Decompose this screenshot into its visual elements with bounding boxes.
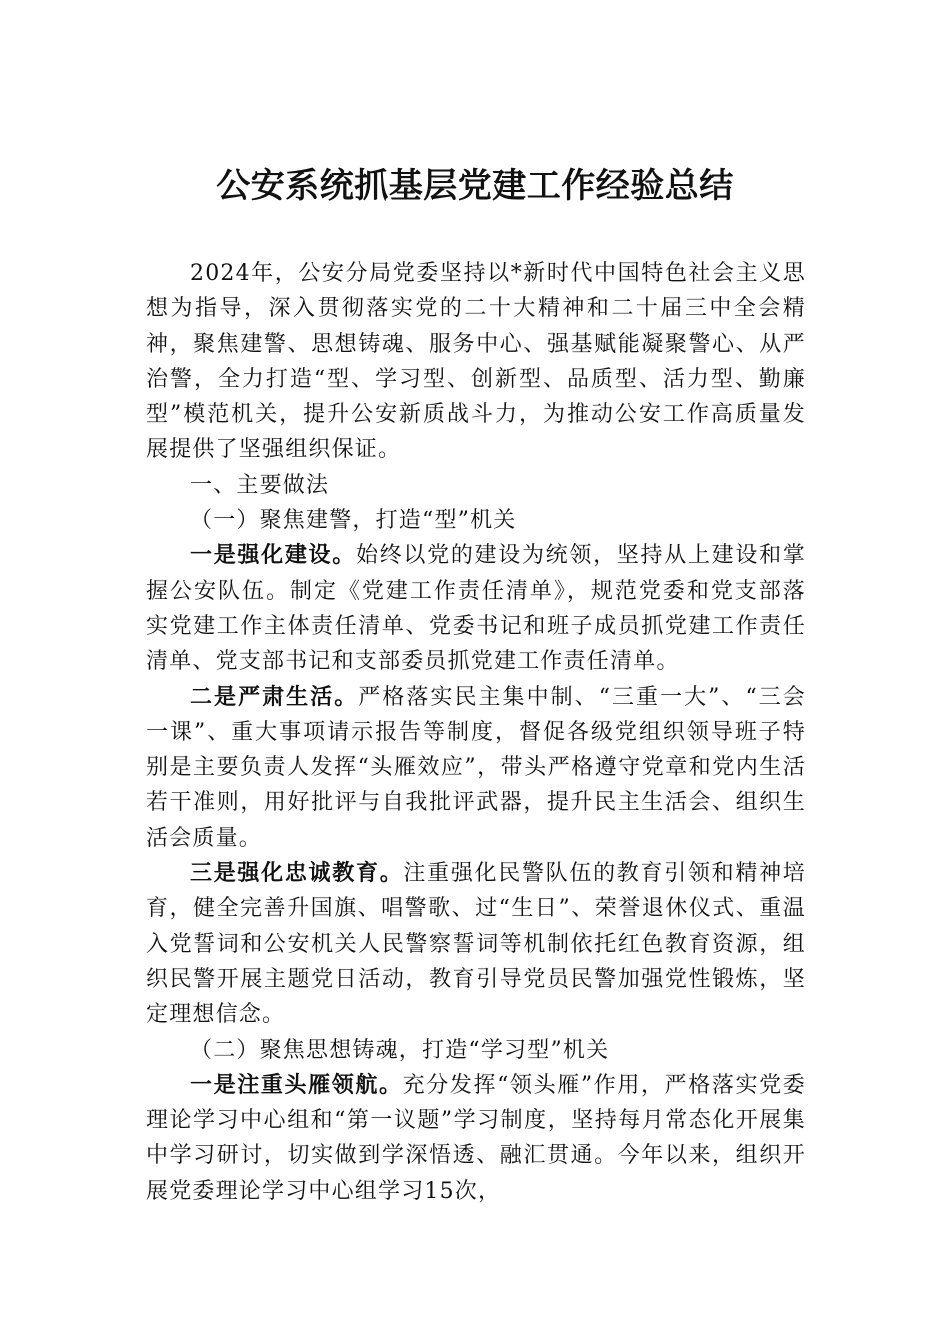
paragraph-1-2 (146, 680, 806, 856)
paragraph-1-1 (146, 538, 806, 679)
paragraph-text: 注重强化民警队伍的教育引领和精神培育，健全完善升国旗、唱警歌、过“生日”、荣誉退休仪式、重温入党誓词和公安机关人民警察誓词等机制依托红色教育资源，组织民警开展主题党日活动，教育引导党员民警加强党性锻炼，坚定理想信念。 (146, 861, 806, 1028)
document-title: 公安系统抓基层党建工作经验总结 (216, 166, 734, 206)
paragraph-2-1 (146, 1068, 806, 1209)
section-heading-main-practices: 一、主要做法 (190, 472, 330, 498)
document-body (146, 256, 806, 1209)
paragraph-lead: 三是强化忠诚教育。 (190, 861, 404, 887)
subsection-heading-1: （一）聚焦建警，打造“型”机关 (190, 508, 517, 534)
paragraph-text: 充分发挥“领头雁”作用，严格落实党委理论学习中心组和“第一议题”学习制度，坚持每月常态化开展集中学习研讨，切实做到学深悟透、融汇贯通。今年以来，组织开展党委理论学习中心组学习15次， (146, 1072, 806, 1204)
paragraph-text: 始终以党的建设为统领，坚持从上建设和掌握公安队伍。制定《党建工作责任清单》，规范党委和党支部落实党建工作主体责任清单、党委书记和班子成员抓党建工作责任清单、党支部书记和支部委员抓党建工作责任清单。 (146, 543, 806, 675)
paragraph-text: 严格落实民主集中制、“三重一大”、“三会一课”、重大事项请示报告等制度，督促各级党组织领导班子特别是主要负责人发挥“头雁效应”，带头严格遵守党章和党内生活若干准则，用好批评与自我批评武器，提升民主生活会、组织生活会质量。 (146, 684, 807, 851)
intro-paragraph: 2024年，公安分局党委坚持以*新时代中国特色社会主义思想为指导，深入贯彻落实党的二十大精神和二十届三中全会精神，聚焦建警、思想铸魂、服务中心、强基赋能凝聚警心、从严治警，全力打造“型、学习型、创新型、品质型、活力型、勤廉型”模范机关，提升公安新质战斗力，为推动公安工作高质量发展提供了坚强组织保证。 (146, 261, 806, 463)
subsection-heading-2: （二）聚焦思想铸魂，打造“学习型”机关 (190, 1037, 610, 1063)
paragraph-1-3 (146, 856, 806, 1032)
paragraph-lead: 二是严肃生活。 (190, 684, 359, 710)
paragraph-lead: 一是注重头雁领航。 (190, 1072, 403, 1098)
paragraph-lead: 一是强化建设。 (190, 543, 356, 569)
